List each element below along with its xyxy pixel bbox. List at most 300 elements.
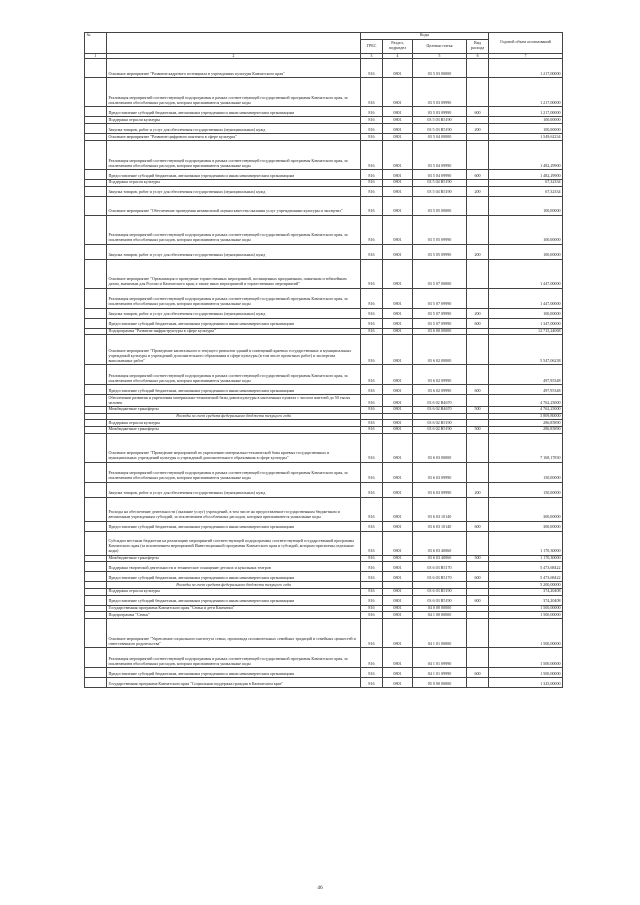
row-number-cell — [85, 244, 107, 259]
amount-cell: 3 809,80000 — [489, 413, 563, 420]
expense-type-cell: 600 — [467, 169, 489, 179]
name-cell: Поддержка творческой деятельности и техническое оснащение детских и кукольных театров — [107, 562, 361, 572]
row-number-cell — [85, 420, 107, 427]
grbs-cell: 816 — [361, 497, 383, 521]
name-cell: Поддержка отрасли культуры — [107, 420, 361, 427]
name-cell: Реализация мероприятий соответствующей подпрограммы в рамках соответствующей государственной программы Камчатского края, за исключением обособленных расходов, которым присваиваются уникальные коды — [107, 462, 361, 482]
table-row — [85, 648, 563, 668]
name-cell: Закупка товаров, работ и услуг для обеспечения государственных (муниципальных) нужд — [107, 244, 361, 259]
target-article-cell: 03 5 03 R5190 — [413, 117, 467, 124]
page-number: 46 — [317, 885, 323, 891]
table-row — [85, 124, 563, 134]
expense-type-cell: 500 — [467, 555, 489, 562]
razdel-cell: 0801 — [383, 365, 413, 385]
expense-type-cell — [467, 462, 489, 482]
row-number-cell — [85, 124, 107, 134]
row-number-cell — [85, 117, 107, 124]
grbs-cell: 816 — [361, 588, 383, 595]
amount-cell: 1 482,29900 — [489, 169, 563, 179]
header-grbs: ГРБС — [361, 39, 383, 53]
amount-cell: 1 549,62234 — [489, 134, 563, 141]
row-number-cell — [85, 179, 107, 186]
table-row — [85, 612, 563, 619]
grbs-cell: 816 — [361, 179, 383, 186]
target-article-cell: 03 5 04 R5190 — [413, 179, 467, 186]
razdel-cell: 0801 — [383, 555, 413, 562]
name-cell: Закупка товаров, работ и услуг для обеспечения государственных (муниципальных) нужд — [107, 482, 361, 497]
grbs-cell: 816 — [361, 335, 383, 365]
row-number-cell — [85, 215, 107, 244]
expense-type-cell — [467, 395, 489, 407]
name-cell: Закупка товаров, работ и услуг для обеспечения государственных (муниципальных) нужд — [107, 186, 361, 196]
target-article-cell: 03 6 03 00000 — [413, 433, 467, 462]
expense-type-cell — [467, 134, 489, 141]
table-row — [85, 433, 563, 462]
amount-cell: 4 762,25000 — [489, 395, 563, 407]
amount-cell: 5 473,68422 — [489, 572, 563, 582]
amount-cell: 100,00000 — [489, 308, 563, 318]
table-row — [85, 395, 563, 407]
name-cell: Основное мероприятие "Обеспечение проведения независимой оценки качества оказания услуг учреждениями культуры и экспертиз" — [107, 196, 361, 215]
table-row — [85, 328, 563, 335]
target-article-cell: 03 6 02 09990 — [413, 385, 467, 395]
row-number-cell — [85, 318, 107, 328]
razdel-cell: 0801 — [383, 59, 413, 78]
name-cell: Поддержка отрасли культуры — [107, 588, 361, 595]
table-header — [85, 33, 563, 59]
razdel-cell: 0801 — [383, 648, 413, 668]
name-cell: Предоставление субсидий бюджетным, автономным учреждениям и иным некоммерческим организациям — [107, 572, 361, 582]
razdel-cell: 0801 — [383, 678, 413, 688]
razdel-cell: 0801 — [383, 124, 413, 134]
expense-type-cell — [467, 420, 489, 427]
expense-type-cell: 600 — [467, 385, 489, 395]
grbs-cell: 816 — [361, 117, 383, 124]
amount-cell: 5 547,06238 — [489, 335, 563, 365]
grbs-cell: 816 — [361, 420, 383, 427]
row-number-cell — [85, 413, 107, 420]
amount-cell: 1 170,30000 — [489, 531, 563, 555]
grbs-cell: 816 — [361, 395, 383, 407]
table-row — [85, 335, 563, 365]
amount-cell: 497,95348 — [489, 365, 563, 385]
name-cell: Поддержка отрасли культуры — [107, 179, 361, 186]
row-number-cell — [85, 555, 107, 562]
header-number: № — [85, 33, 107, 54]
table-row — [85, 668, 563, 678]
amount-cell: 150,00000 — [489, 482, 563, 497]
table-row — [85, 259, 563, 288]
grbs-cell: 816 — [361, 648, 383, 668]
row-number-cell — [85, 107, 107, 117]
colnum: 1 — [85, 53, 107, 59]
razdel-cell: 0801 — [383, 117, 413, 124]
target-article-cell: 03 6 03 40060 — [413, 531, 467, 555]
row-number-cell — [85, 595, 107, 605]
expense-type-cell — [467, 433, 489, 462]
expense-type-cell — [467, 605, 489, 612]
table-row — [85, 318, 563, 328]
row-number-cell — [85, 678, 107, 688]
name-cell: Предоставление субсидий бюджетным, автономным учреждениям и иным некоммерческим организациям — [107, 668, 361, 678]
grbs-cell: 816 — [361, 169, 383, 179]
grbs-cell — [361, 582, 383, 589]
row-number-cell — [85, 497, 107, 521]
grbs-cell: 816 — [361, 215, 383, 244]
expense-type-cell — [467, 648, 489, 668]
header-name — [107, 33, 361, 54]
table-row — [85, 107, 563, 117]
expense-type-cell: 200 — [467, 186, 489, 196]
target-article-cell: 03 5 05 09990 — [413, 215, 467, 244]
amount-cell: 286,85890 — [489, 426, 563, 433]
grbs-cell: 816 — [361, 134, 383, 141]
table-row — [85, 531, 563, 555]
table-row — [85, 186, 563, 196]
amount-cell: 5 473,68422 — [489, 562, 563, 572]
name-cell: Закупка товаров, работ и услуг для обеспечения государственных (муниципальных) нужд — [107, 308, 361, 318]
header-codes: Коды — [361, 33, 489, 40]
target-article-cell: 03 6 03 10140 — [413, 497, 467, 521]
amount-cell: 1 482,29900 — [489, 140, 563, 169]
grbs-cell: 816 — [361, 595, 383, 605]
grbs-cell: 816 — [361, 462, 383, 482]
amount-cell: 7 168,17830 — [489, 433, 563, 462]
row-number-cell — [85, 588, 107, 595]
target-article-cell — [413, 582, 467, 589]
row-number-cell — [85, 259, 107, 288]
razdel-cell: 0801 — [383, 318, 413, 328]
table-row — [85, 555, 563, 562]
colnum: 3 — [361, 53, 383, 59]
expense-type-cell: 200 — [467, 482, 489, 497]
row-number-cell — [85, 433, 107, 462]
expense-type-cell — [467, 619, 489, 648]
header-expense-type: Вид расхода — [467, 39, 489, 53]
amount-cell: 1 217,00000 — [489, 78, 563, 107]
target-article-cell: 03 5 04 00000 — [413, 134, 467, 141]
row-number-cell — [85, 462, 107, 482]
amount-cell: 497,95348 — [489, 385, 563, 395]
target-article-cell: 03 5 03 09990 — [413, 78, 467, 107]
row-number-cell — [85, 605, 107, 612]
row-number-cell — [85, 572, 107, 582]
razdel-cell: 0801 — [383, 308, 413, 318]
table-row — [85, 385, 563, 395]
target-article-cell: 03 5 05 00000 — [413, 196, 467, 215]
expense-type-cell: 600 — [467, 572, 489, 582]
target-article-cell — [413, 413, 467, 420]
razdel-cell: 0801 — [383, 78, 413, 107]
razdel-cell: 0801 — [383, 179, 413, 186]
target-article-cell: 03 5 07 09990 — [413, 308, 467, 318]
table-row — [85, 59, 563, 78]
grbs-cell: 816 — [361, 288, 383, 308]
grbs-cell: 816 — [361, 572, 383, 582]
table-row — [85, 196, 563, 215]
target-article-cell: 03 5 07 00000 — [413, 259, 467, 288]
grbs-cell: 816 — [361, 531, 383, 555]
budget-table-container — [84, 32, 562, 688]
grbs-cell: 816 — [361, 328, 383, 335]
table-row — [85, 134, 563, 141]
table-row — [85, 562, 563, 572]
target-article-cell: 03 6 03 40060 — [413, 555, 467, 562]
grbs-cell: 816 — [361, 433, 383, 462]
amount-cell: 286,85890 — [489, 420, 563, 427]
razdel-cell: 0801 — [383, 497, 413, 521]
expense-type-cell: 600 — [467, 595, 489, 605]
name-cell: Основное мероприятие "Проведение мероприятий по укреплению материально-технической базы краевых государственных и муниципальных учреждений культуры и учреждений дополнительного образования в сфере культуры" — [107, 433, 361, 462]
razdel-cell: 0801 — [383, 420, 413, 427]
name-cell: Закупка товаров, работ и услуг для обеспечения государственных (муниципальных) нужд — [107, 124, 361, 134]
name-cell: Предоставление субсидий бюджетным, автономным учреждениям и иным некоммерческим организациям — [107, 169, 361, 179]
razdel-cell: 0801 — [383, 605, 413, 612]
colnum: 4 — [383, 53, 413, 59]
row-number-cell — [85, 406, 107, 413]
razdel-cell: 0801 — [383, 531, 413, 555]
subtotal-row — [85, 413, 563, 420]
name-cell: Реализация мероприятий соответствующей подпрограммы в рамках соответствующей государственной программы Камчатского края, за исключением обособленных расходов, которым присваиваются уникальные коды — [107, 78, 361, 107]
table-row — [85, 482, 563, 497]
target-article-cell: 03 5 04 R5190 — [413, 186, 467, 196]
target-article-cell: 05 0 00 00000 — [413, 678, 467, 688]
target-article-cell: 03 6 03 09990 — [413, 462, 467, 482]
name-cell: Межбюджетные трансферты — [107, 406, 361, 413]
amount-cell: 300,00000 — [489, 521, 563, 531]
target-article-cell: 03 5 03 00000 — [413, 59, 467, 78]
grbs-cell: 816 — [361, 678, 383, 688]
grbs-cell: 816 — [361, 308, 383, 318]
expense-type-cell: 200 — [467, 308, 489, 318]
name-cell: Субсидии местным бюджетам на реализацию мероприятий соответствующей подпрограммы соответствующей государственной программы Камчатского края (за исключением мероприятий Инвестиционной программы Камчатского края и субсидий, которым присвоены отдельные коды) — [107, 531, 361, 555]
table-row — [85, 605, 563, 612]
name-cell: Государственная программа Камчатского края "Семья и дети Камчатки" — [107, 605, 361, 612]
target-article-cell: 03 6 02 R5190 — [413, 426, 467, 433]
amount-cell: 1 500,00000 — [489, 668, 563, 678]
row-number-cell — [85, 365, 107, 385]
row-number-cell — [85, 426, 107, 433]
target-article-cell: 03 5 03 R5190 — [413, 124, 467, 134]
razdel-cell: 0801 — [383, 134, 413, 141]
name-cell: Основное мероприятие "Развитие цифрового контента в сфере культуры" — [107, 134, 361, 141]
table-row — [85, 420, 563, 427]
razdel-cell: 0801 — [383, 385, 413, 395]
razdel-cell: 0801 — [383, 186, 413, 196]
razdel-cell: 0801 — [383, 395, 413, 407]
row-number-cell — [85, 308, 107, 318]
grbs-cell: 816 — [361, 521, 383, 531]
target-article-cell: 03 5 07 09990 — [413, 318, 467, 328]
razdel-cell: 0801 — [383, 562, 413, 572]
amount-cell: 1 500,00000 — [489, 605, 563, 612]
expense-type-cell — [467, 288, 489, 308]
name-cell: Реализация мероприятий соответствующей подпрограммы в рамках соответствующей государственной программы Камчатского края, за исключением обособленных расходов, которым присваиваются уникальные коды — [107, 140, 361, 169]
razdel-cell: 0801 — [383, 426, 413, 433]
row-number-cell — [85, 140, 107, 169]
table-row — [85, 179, 563, 186]
name-cell: Предоставление субсидий бюджетным, автономным учреждениям и иным некоммерческим организациям — [107, 595, 361, 605]
expense-type-cell: 600 — [467, 318, 489, 328]
table-row — [85, 572, 563, 582]
razdel-cell: 0801 — [383, 572, 413, 582]
expense-type-cell — [467, 328, 489, 335]
expense-type-cell — [467, 215, 489, 244]
amount-cell: 100,00000 — [489, 215, 563, 244]
row-number-cell — [85, 531, 107, 555]
table-row — [85, 169, 563, 179]
expense-type-cell — [467, 413, 489, 420]
razdel-cell: 0801 — [383, 244, 413, 259]
name-cell: Поддержка отрасли культуры — [107, 117, 361, 124]
name-cell: Предоставление субсидий бюджетным, автономным учреждениям и иным некоммерческим организациям — [107, 385, 361, 395]
table-row — [85, 288, 563, 308]
grbs-cell: 816 — [361, 259, 383, 288]
razdel-cell: 0801 — [383, 335, 413, 365]
grbs-cell: 816 — [361, 140, 383, 169]
amount-cell: 5 200,00000 — [489, 582, 563, 589]
grbs-cell: 816 — [361, 244, 383, 259]
grbs-cell: 816 — [361, 406, 383, 413]
expense-type-cell — [467, 612, 489, 619]
table-row — [85, 244, 563, 259]
razdel-cell: 0801 — [383, 107, 413, 117]
row-number-cell — [85, 668, 107, 678]
name-cell: Предоставление субсидий бюджетным, автономным учреждениям и иным некоммерческим организациям — [107, 107, 361, 117]
razdel-cell: 0801 — [383, 462, 413, 482]
name-cell: Предоставление субсидий бюджетным, автономным учреждениям и иным некоммерческим организациям — [107, 521, 361, 531]
target-article-cell: 03 5 07 09990 — [413, 288, 467, 308]
row-number-cell — [85, 328, 107, 335]
expense-type-cell — [467, 365, 489, 385]
target-article-cell: 03 6 02 R5190 — [413, 420, 467, 427]
grbs-cell: 816 — [361, 78, 383, 107]
expense-type-cell — [467, 562, 489, 572]
table-row — [85, 140, 563, 169]
table-row — [85, 595, 563, 605]
subtotal-label-cell: Расходы за счет средств федерального бюджета текущего года — [107, 413, 361, 420]
target-article-cell: 03 5 03 09990 — [413, 107, 467, 117]
expense-type-cell — [467, 582, 489, 589]
name-cell: Реализация мероприятий соответствующей подпрограммы в рамках соответствующей государственной программы Камчатского края, за исключением обособленных расходов, которым присваиваются уникальные коды — [107, 648, 361, 668]
amount-cell: 12 715,24068 — [489, 328, 563, 335]
expense-type-cell — [467, 140, 489, 169]
row-number-cell — [85, 521, 107, 531]
expense-type-cell: 200 — [467, 244, 489, 259]
colnum: 7 — [489, 53, 563, 59]
budget-table — [84, 32, 563, 688]
amount-cell: 1 447,00000 — [489, 259, 563, 288]
name-cell: Обеспечение развития и укрепления материально-технической базы домов культуры в населенных пунктах с числом жителей до 50 тысяч человек — [107, 395, 361, 407]
table-row — [85, 406, 563, 413]
name-cell: Государственная программа Камчатского края "Социальная поддержка граждан в Камчатском крае" — [107, 678, 361, 688]
razdel-cell: 0801 — [383, 169, 413, 179]
razdel-cell: 0801 — [383, 140, 413, 169]
target-article-cell: 03 6 02 R4670 — [413, 395, 467, 407]
row-number-cell — [85, 196, 107, 215]
name-cell: Реализация мероприятий соответствующей подпрограммы в рамках соответствующей государственной программы Камчатского края, за исключением обособленных расходов, которым присваиваются уникальные коды — [107, 288, 361, 308]
expense-type-cell: 600 — [467, 668, 489, 678]
colnum: 6 — [467, 53, 489, 59]
razdel-cell: 0801 — [383, 196, 413, 215]
grbs-cell: 816 — [361, 612, 383, 619]
grbs-cell: 816 — [361, 562, 383, 572]
grbs-cell: 816 — [361, 426, 383, 433]
amount-cell: 67,32334 — [489, 179, 563, 186]
amount-cell: 67,32334 — [489, 186, 563, 196]
name-cell: Реализация мероприятий соответствующей подпрограммы в рамках соответствующей государственной программы Камчатского края, за исключением обособленных расходов, которым присваиваются уникальные коды — [107, 215, 361, 244]
amount-cell: 100,00000 — [489, 244, 563, 259]
amount-cell: 300,00000 — [489, 497, 563, 521]
amount-cell: 1 347,00000 — [489, 318, 563, 328]
grbs-cell: 816 — [361, 482, 383, 497]
row-number-cell — [85, 612, 107, 619]
grbs-cell: 816 — [361, 124, 383, 134]
razdel-cell: 0801 — [383, 328, 413, 335]
grbs-cell: 816 — [361, 59, 383, 78]
expense-type-cell — [467, 531, 489, 555]
target-article-cell: 04 1 01 00000 — [413, 619, 467, 648]
target-article-cell: 03 5 04 09990 — [413, 140, 467, 169]
expense-type-cell — [467, 588, 489, 595]
expense-type-cell — [467, 335, 489, 365]
target-article-cell: 04 1 01 09990 — [413, 648, 467, 668]
razdel-cell — [383, 413, 413, 420]
row-number-cell — [85, 186, 107, 196]
header-razdel: Раздел, подраздел — [383, 39, 413, 53]
expense-type-cell — [467, 117, 489, 124]
table-row — [85, 497, 563, 521]
target-article-cell: 04 0 00 00000 — [413, 605, 467, 612]
table-row — [85, 678, 563, 688]
row-number-cell — [85, 619, 107, 648]
name-cell: Расходы на обеспечение деятельности (оказание услуг) учреждений, в том числе на предоставление государственным бюджетным и автономным учреждениям субсидий, за исключением обособленных расходов, которым присваиваются уникальные коды — [107, 497, 361, 521]
table-row — [85, 78, 563, 107]
grbs-cell: 816 — [361, 555, 383, 562]
expense-type-cell — [467, 78, 489, 107]
grbs-cell: 816 — [361, 186, 383, 196]
razdel-cell: 0801 — [383, 612, 413, 619]
name-cell: Основное мероприятие "Проведение капитального и текущего ремонтов зданий и помещений краевых государственных и муниципальных учреждений культуры и учреждений дополнительного образования в сфере культуры (в том числе проектных работ) и экспертиза выполненных работ" — [107, 335, 361, 365]
razdel-cell: 0801 — [383, 668, 413, 678]
table-row — [85, 462, 563, 482]
target-article-cell: 03 6 02 00000 — [413, 335, 467, 365]
target-article-cell: 03 5 05 09990 — [413, 244, 467, 259]
expense-type-cell — [467, 179, 489, 186]
grbs-cell: 816 — [361, 107, 383, 117]
amount-cell: 100,00000 — [489, 124, 563, 134]
table-row — [85, 521, 563, 531]
row-number-cell — [85, 385, 107, 395]
razdel-cell: 0801 — [383, 215, 413, 244]
target-article-cell: 03 6 03 R5170 — [413, 562, 467, 572]
target-article-cell: 03 6 03 R5170 — [413, 572, 467, 582]
expense-type-cell: 200 — [467, 124, 489, 134]
amount-cell: 1 217,00000 — [489, 107, 563, 117]
grbs-cell: 816 — [361, 385, 383, 395]
subtotal-label-cell: Расходы за счет средств федерального бюджета текущего года — [107, 582, 361, 589]
expense-type-cell: 500 — [467, 426, 489, 433]
row-number-cell — [85, 78, 107, 107]
expense-type-cell — [467, 497, 489, 521]
subtotal-row — [85, 582, 563, 589]
grbs-cell — [361, 413, 383, 420]
name-cell: Предоставление субсидий бюджетным, автономным учреждениям и иным некоммерческим организациям — [107, 318, 361, 328]
expense-type-cell: 600 — [467, 107, 489, 117]
target-article-cell: 04 1 00 00000 — [413, 612, 467, 619]
razdel-cell: 0801 — [383, 288, 413, 308]
expense-type-cell: 500 — [467, 406, 489, 413]
